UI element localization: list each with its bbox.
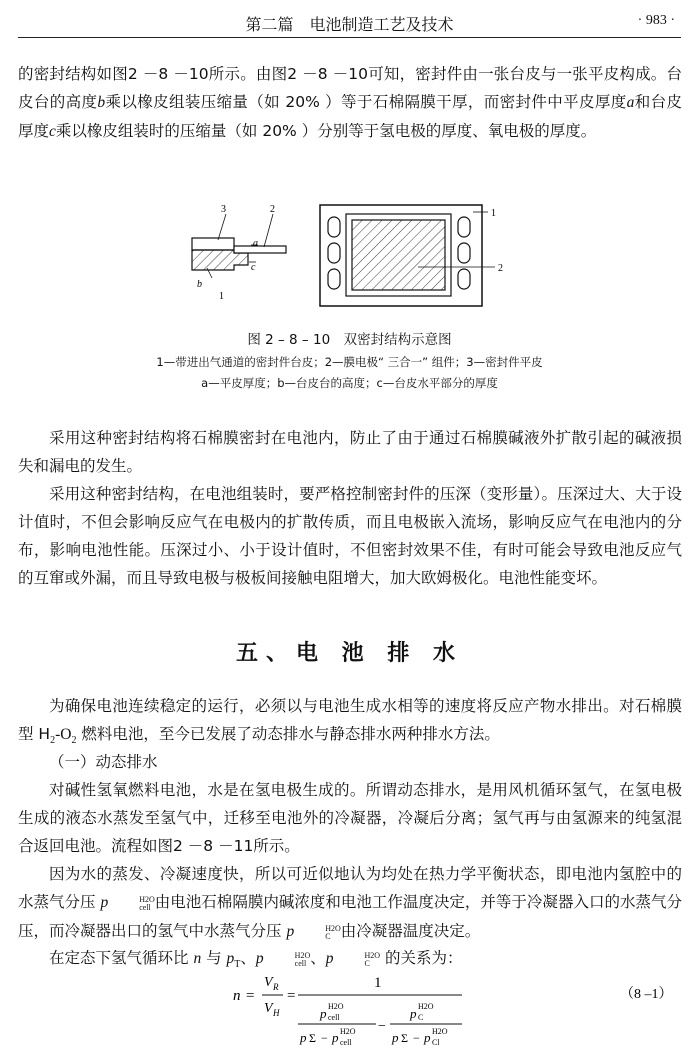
eq-minus: − [321, 1031, 328, 1045]
body-paragraph: 采用这种密封结构将石棉膜密封在电池内，防止了由于通过石棉膜碱液外扩散引起的碱液损失和漏电的发生。 [18, 429, 682, 475]
eq-minus: − [413, 1031, 420, 1045]
eq-sigma: Σ [309, 1031, 316, 1045]
eq-minus-main: − [378, 1019, 386, 1034]
cross-section-drawing [192, 204, 286, 302]
page-number: · 983 · [637, 13, 675, 28]
figure-caption: 图 2 – 8 – 10 双密封结构示意图 [247, 332, 452, 348]
page-header [18, 8, 681, 38]
figure-label-2: 2 [270, 204, 275, 215]
eq-vh: V [264, 1001, 273, 1016]
header-title: 第二篇 电池制造工艺及技术 [245, 15, 454, 34]
eq-p: p [300, 1030, 307, 1045]
figure-note-1: 1—带进出气通道的密封件台皮；2—膜电极“ 三合一” 组件；3—密封件平皮 [156, 355, 543, 369]
eq-sub: C [418, 1013, 424, 1022]
plan-view-drawing [320, 205, 503, 306]
intro-paragraph: 的密封结构如图2 －8 －10所示。由图2 －8 －10可知，密封件由一张台皮与一张平皮构成。台皮台的高度b乘以橡皮组装压缩量（如 20% ）等于石棉隔膜干厚，而密封件中平皮厚度a和台皮厚度c乘以橡皮组装时的压缩量（如 20% ）分别等于氢电极的厚度、氧电极的厚度。 [18, 65, 682, 140]
equation-8-1 [0, 968, 699, 1048]
eq-p: p [424, 1030, 431, 1045]
eq-numerator: 1 [374, 975, 382, 991]
plan-label-1: 1 [491, 208, 496, 219]
eq-sup: H2O [340, 1027, 356, 1036]
eq-vh-sub: H [273, 1008, 280, 1018]
eq-sigma: Σ [401, 1031, 408, 1045]
figure-label-b: b [197, 279, 202, 290]
eq-sub: cell [340, 1038, 352, 1047]
eq-sign-2: = [287, 988, 296, 1004]
eq-sub: cell [328, 1013, 340, 1022]
gas-port [328, 217, 340, 237]
eq-p: p [392, 1030, 399, 1045]
equation-number: （8 –1） [620, 987, 673, 1002]
eq-sign: = [246, 988, 255, 1004]
body-paragraph: 采用这种密封结构，在电池组装时，要严格控制密封件的压深（变形量）。压深过大、大于设计值时，不但会影响反应气在电极内的扩散传质，而且电极嵌入流场，影响反应气在电池内的分布，影响电池性能。压深过小、小于设计值时，不但密封效果不佳，有时可能会导致电池反应气的互窜或外漏，而且导致电极与极板间接触电阻增大，加大欧姆极化。电池性能变坏。 [18, 485, 682, 587]
eq-vr-sub: R [273, 982, 279, 992]
membrane-electrode [234, 246, 286, 253]
drain-paragraph: 因为水的蒸发、冷凝速度快，所以可近似地认为均处在热力学平衡状态，即电池内氢腔中的水蒸气分压 p H2O cell 由电池石棉隔膜内碱浓度和电池工作温度决定，并等于冷凝器入口的水蒸气分压，而冷凝器出口的氢气中水蒸气分压 p H2O C 由冷凝器温度决定。 [18, 865, 682, 941]
figure-label-a: a [253, 238, 258, 249]
flat-sheet [192, 238, 234, 250]
figure-label-1: 1 [219, 291, 224, 302]
figure-note-2: a—平皮厚度；b—台皮台的高度；c—台皮水平部分的厚度 [201, 376, 498, 390]
eq-p: p [410, 1006, 417, 1021]
eq-vr: V [264, 975, 273, 990]
eq-p: p [332, 1030, 339, 1045]
plan-label-2: 2 [498, 263, 503, 274]
gas-port [328, 243, 340, 263]
eq-p: p [320, 1006, 327, 1021]
gas-port [458, 217, 470, 237]
eq-sup: H2O [418, 1002, 434, 1011]
drain-paragraph: 在定态下氢气循环比 n 与 $p_T$、p H2O cell 、p H2O C 的关系为： [49, 949, 463, 971]
subsection-title: （一）动态排水 [49, 753, 158, 771]
seal-structure-figure [0, 196, 699, 326]
eq-sub: Cl [432, 1038, 440, 1047]
gas-port [328, 269, 340, 289]
drain-paragraph: 为确保电池连续稳定的运行，必须以与电池生成水相等的速度将反应产物水排出。对石棉膜型 $H_2-O_2$ 燃料电池，至今已发展了动态排水与静态排水两种排水方法。 [18, 697, 682, 747]
eq-sup: H2O [328, 1002, 344, 1011]
section-title: 五、电 池 排 水 [236, 641, 463, 666]
drain-paragraph: 对碱性氢氧燃料电池，水是在氢电极生成的。所谓动态排水，是用风机循环氢气，在氢电极生成的液态水蒸发至氢气中，迁移至电池外的冷凝器，冷凝后分离；氢气再与由氢源来的纯氢混合返回电池。流程如图2 －8 －11所示。 [18, 781, 682, 855]
eq-lhs: n [233, 988, 241, 1004]
figure-label-c: c [251, 262, 256, 273]
eq-sup: H2O [432, 1027, 448, 1036]
figure-label-3: 3 [221, 204, 226, 215]
gas-port [458, 243, 470, 263]
gas-port [458, 269, 470, 289]
electrode-area [352, 220, 445, 290]
